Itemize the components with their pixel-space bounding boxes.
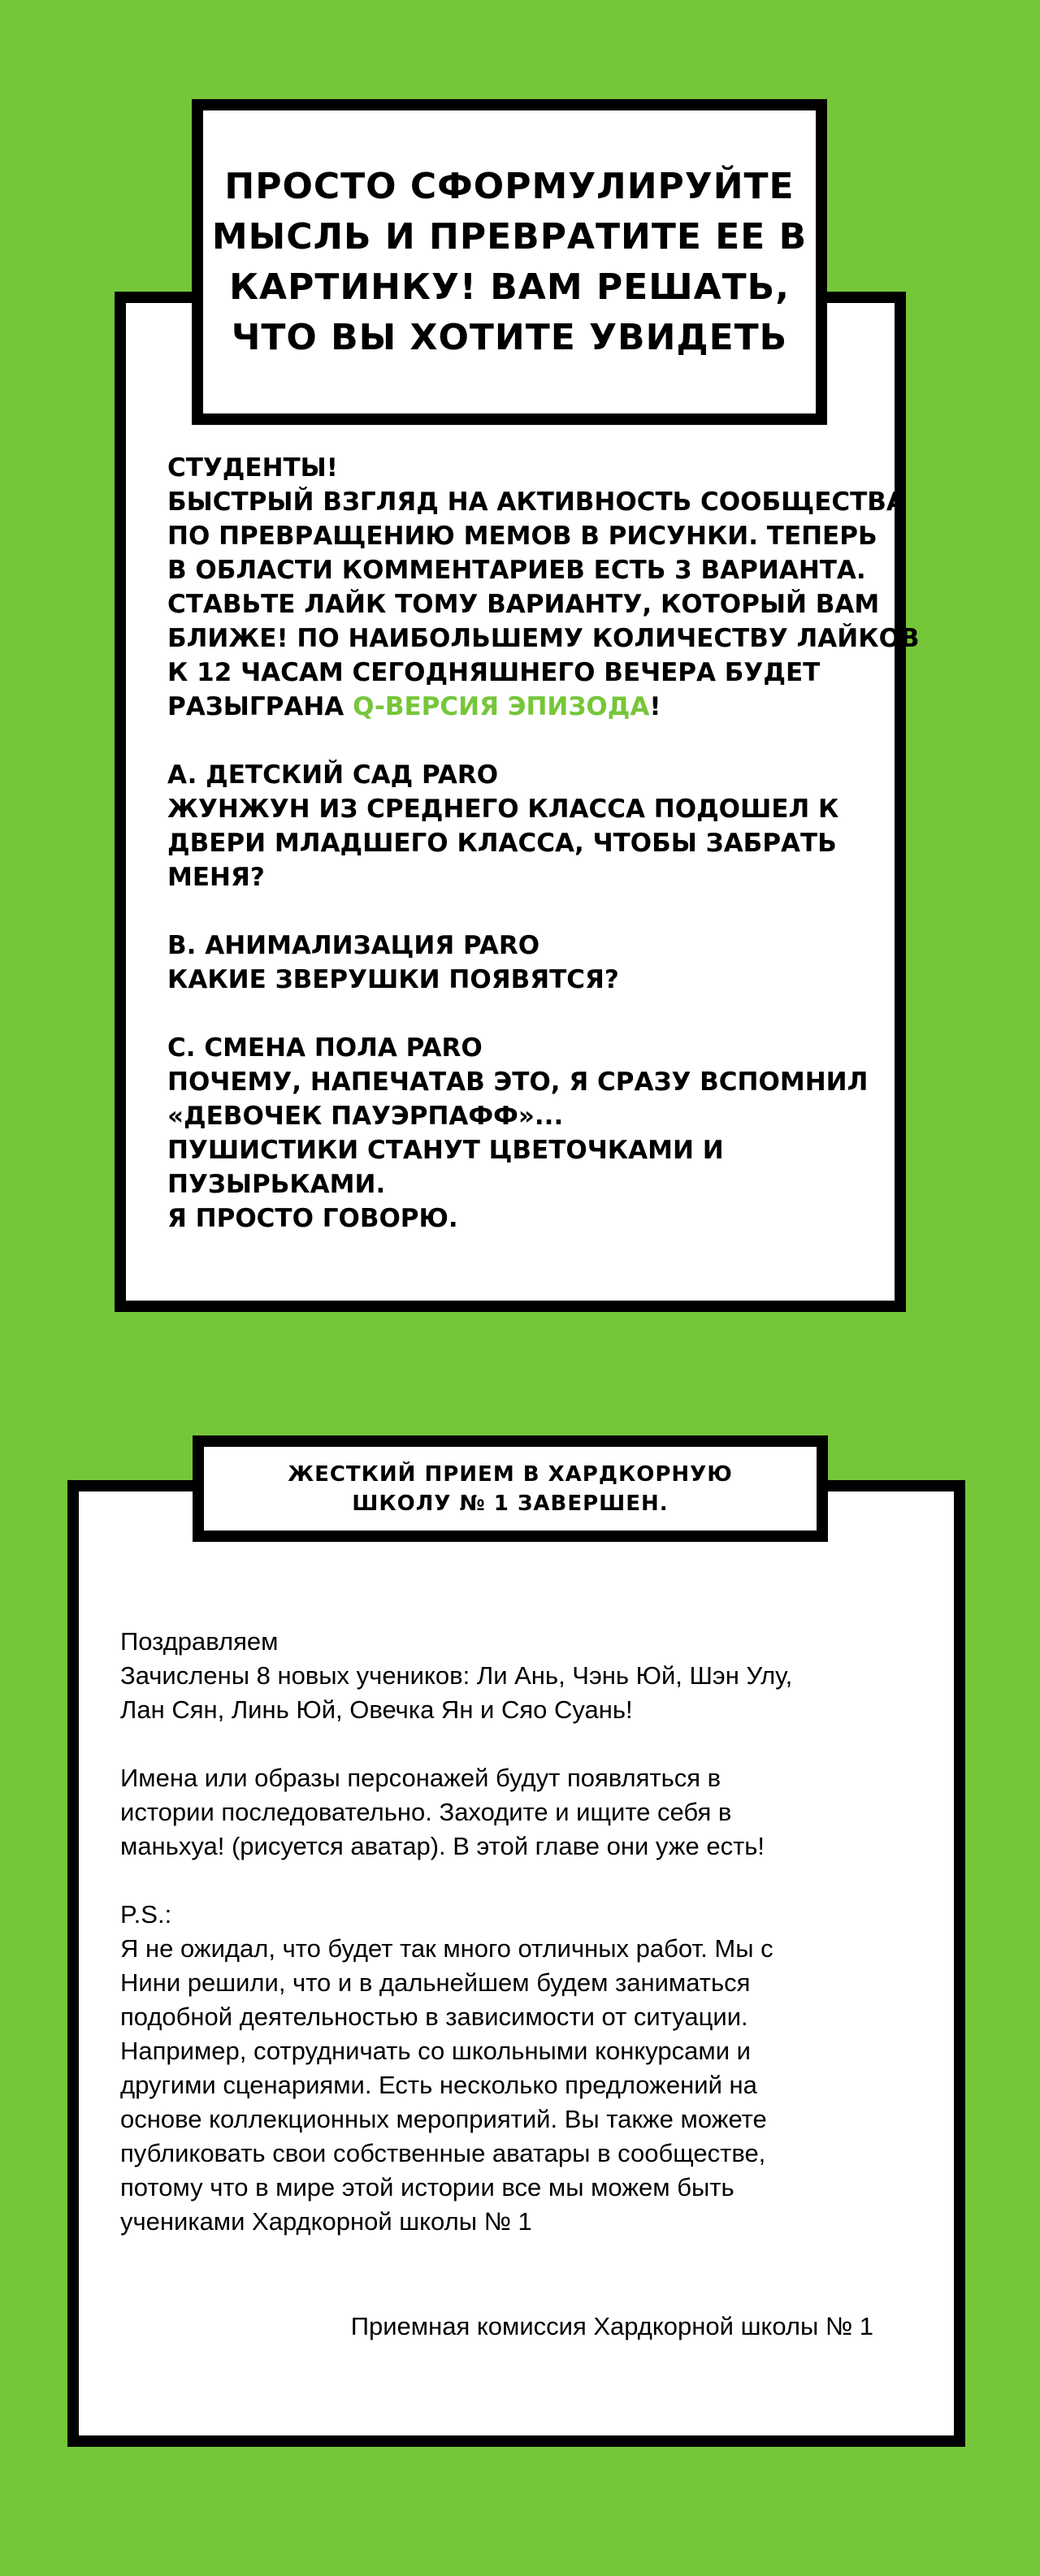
body-line: истории последовательно. Заходите и ищите себя в (120, 1798, 732, 1826)
title-line: МЫСЛЬ И ПРЕВРАТИТЕ ЕЕ В (211, 215, 808, 258)
option-b-title: B. АНИМАЛИЗАЦИЯ PARO (167, 931, 540, 960)
announcement-title-box (192, 99, 827, 425)
option-c-line: ПУШИСТИКИ СТАНУТ ЦВЕТОЧКАМИ И (167, 1136, 724, 1165)
spacer (167, 997, 874, 1031)
intro-line: БЫСТРЫЙ ВЗГЛЯД НА АКТИВНОСТЬ СООБЩЕСТВА (167, 487, 906, 517)
body-line: Нини решили, что и в дальнейшем будем заниматься (120, 1968, 751, 1997)
title-line: ШКОЛУ № 1 ЗАВЕРШЕН. (352, 1491, 669, 1516)
option-b-line: КАКИЕ ЗВЕРУШКИ ПОЯВЯТСЯ? (167, 965, 619, 994)
body-line: Зачислены 8 новых учеников: Ли Ань, Чэнь Юй, Шэн Улу, (120, 1661, 793, 1690)
body-line: основе коллекционных мероприятий. Вы также можете (120, 2105, 767, 2133)
option-a (167, 758, 874, 894)
body-line: потому что в мире этой истории все мы можем быть (120, 2173, 734, 2202)
option-c (167, 1031, 874, 1236)
intro-paragraph (167, 451, 920, 724)
title-line: КАРТИНКУ! ВАМ РЕШАТЬ, (229, 266, 790, 308)
option-a-line: МЕНЯ? (167, 863, 265, 892)
body-line: учениками Хардкорной школы № 1 (120, 2207, 532, 2236)
option-c-line: ПУЗЫРЬКАМИ. (167, 1170, 386, 1199)
ps-paragraph (120, 1898, 933, 2239)
option-c-line: «ДЕВОЧЕК ПАУЭРПАФФ»... (167, 1102, 564, 1131)
option-b (167, 929, 874, 997)
body-line: Лан Сян, Линь Юй, Овечка Ян и Сяо Суань! (120, 1695, 633, 1724)
body-line: подобной деятельностью в зависимости от ситуации. (120, 2002, 748, 2031)
spacer (167, 894, 874, 929)
body-line: другими сценариями. Есть несколько предложений на (120, 2071, 757, 2099)
title-line: ЖЕСТКИЙ ПРИЕМ В ХАРДКОРНУЮ (288, 1461, 733, 1487)
intro-text: РАЗЫГРАНА (167, 692, 353, 721)
title-line: ЧТО ВЫ ХОТИТЕ УВИДЕТЬ (231, 316, 788, 358)
option-c-line: ПОЧЕМУ, НАПЕЧАТАВ ЭТО, Я СРАЗУ ВСПОМНИЛ (167, 1067, 869, 1097)
option-c-line: Я ПРОСТО ГОВОРЮ. (167, 1204, 458, 1233)
intro-line: В ОБЛАСТИ КОММЕНТАРИЕВ ЕСТЬ 3 ВАРИАНТА. (167, 556, 866, 585)
announcement-body (167, 451, 920, 1236)
body-line: Например, сотрудничать со школьными конкурсами и (120, 2037, 751, 2065)
announcement-title (212, 162, 807, 363)
admission-title-box (193, 1435, 828, 1542)
option-a-line: ЖУНЖУН ИЗ СРЕДНЕГО КЛАССА ПОДОШЕЛ К (167, 794, 839, 824)
intro-line: К 12 ЧАСАМ СЕГОДНЯШНЕГО ВЕЧЕРА БУДЕТ (167, 658, 821, 687)
congrats-paragraph (120, 1625, 933, 1727)
intro-punctuation: ! (649, 692, 661, 721)
signature: Приемная комиссия Хардкорной школы № 1 (350, 2312, 873, 2340)
admission-title (288, 1460, 732, 1518)
names-paragraph (120, 1761, 933, 1864)
option-a-line: ДВЕРИ МЛАДШЕГО КЛАССА, ЧТОБЫ ЗАБРАТЬ (167, 829, 837, 858)
q-version-highlight: Q-ВЕРСИЯ ЭПИЗОДА (353, 692, 650, 721)
spacer (120, 1864, 933, 1898)
body-line: маньхуа! (рисуется аватар). В этой главе они уже есть! (120, 1832, 765, 1860)
option-a-title: A. ДЕТСКИЙ САД PARO (167, 760, 499, 790)
spacer (120, 1727, 933, 1761)
body-line: Имена или образы персонажей будут появляться в (120, 1764, 722, 1792)
admission-body (120, 1625, 933, 2239)
intro-line: ПО ПРЕВРАЩЕНИЮ МЕМОВ В РИСУНКИ. ТЕПЕРЬ (167, 522, 878, 551)
title-line: ПРОСТО СФОРМУЛИРУЙТЕ (224, 165, 795, 207)
intro-line-last (167, 690, 874, 724)
body-line: Я не ожидал, что будет так много отличных работ. Мы с (120, 1934, 774, 1963)
option-c-title: C. СМЕНА ПОЛА PARO (167, 1033, 483, 1063)
spacer (167, 724, 874, 758)
ps-label: P.S.: (120, 1900, 172, 1929)
intro-line: БЛИЖЕ! ПО НАИБОЛЬШЕМУ КОЛИЧЕСТВУ ЛАЙКОВ (167, 624, 920, 653)
body-line: Поздравляем (120, 1627, 279, 1656)
intro-line: СТУДЕНТЫ! (167, 453, 338, 483)
body-line: публиковать свои собственные аватары в сообществе, (120, 2139, 766, 2167)
intro-line: СТАВЬТЕ ЛАЙК ТОМУ ВАРИАНТУ, КОТОРЫЙ ВАМ (167, 590, 880, 619)
